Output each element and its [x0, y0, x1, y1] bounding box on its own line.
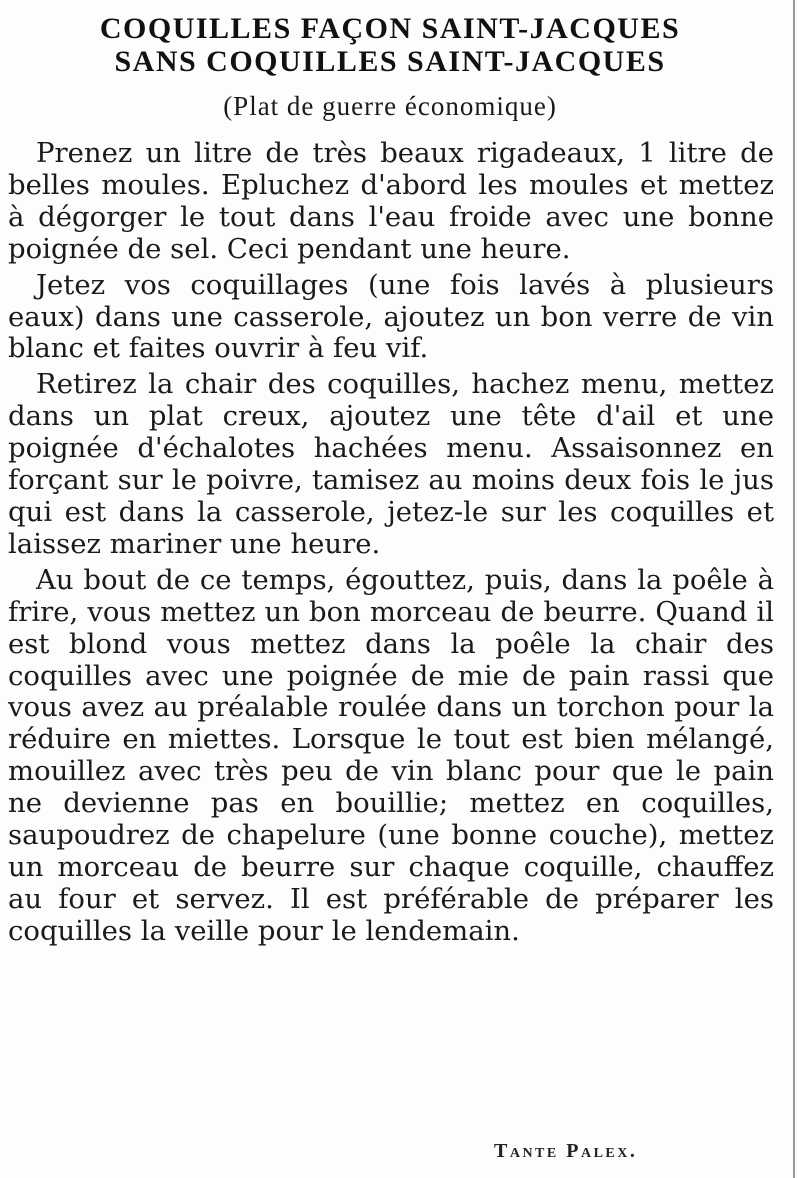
recipe-body [8, 138, 774, 952]
recipe-title-line-2: SANS COQUILLES SAINT-JACQUES [114, 45, 666, 78]
paragraph-finish: Au bout de ce temps, égouttez, puis, dans la poêle à frire, vous mettez un bon morceau de beurre. Quand il est blond vous mettez dans la poêle la chair des coquilles avec une poignée de mie de pain rassi que vous avez au préalable roulée dans un torchon pour la réduire en miettes. Lorsque le tout est bien mélangé, mouillez avec très peu de vin blanc pour que le pain ne devienne pas en bouillie; mettez en coquilles, saupoudrez de chapelure (une bonne couche), mettez un morceau de beurre sur chaque coquille, chauffez au four et servez. Il est préférable de préparer les coquilles la veille pour le lendemain. [8, 563, 774, 947]
paragraph-cooking: Jetez vos coquillages (une fois lavés à plusieurs eaux) dans une casserole, ajoutez un bon verre de vin blanc et faites ouvrir à feu vif. [8, 268, 774, 365]
author-signature: Tante Palex. [494, 1140, 638, 1162]
recipe-title-line-1: COQUILLES FAÇON SAINT-JACQUES [99, 12, 681, 45]
paragraph-marinate: Retirez la chair des coquilles, hachez menu, mettez dans un plat creux, ajoutez une tête d'ail et une poignée d'échalotes hachées menu. Assaisonnez en forçant sur le poivre, tamisez au moins deux fois le jus qui est dans la casserole, jetez-le sur les coquilles et laissez mariner une heure. [8, 368, 774, 560]
recipe-subtitle: (Plat de guerre économique) [223, 91, 557, 121]
column-rule [793, 0, 795, 1178]
paragraph-ingredients: Prenez un litre de très beaux rigadeaux, 1 litre de belles moules. Epluchez d'abord les moules et mettez à dégorger le tout dans l'eau froide avec une bonne poignée de sel. Ceci pendant une heure. [8, 137, 774, 265]
